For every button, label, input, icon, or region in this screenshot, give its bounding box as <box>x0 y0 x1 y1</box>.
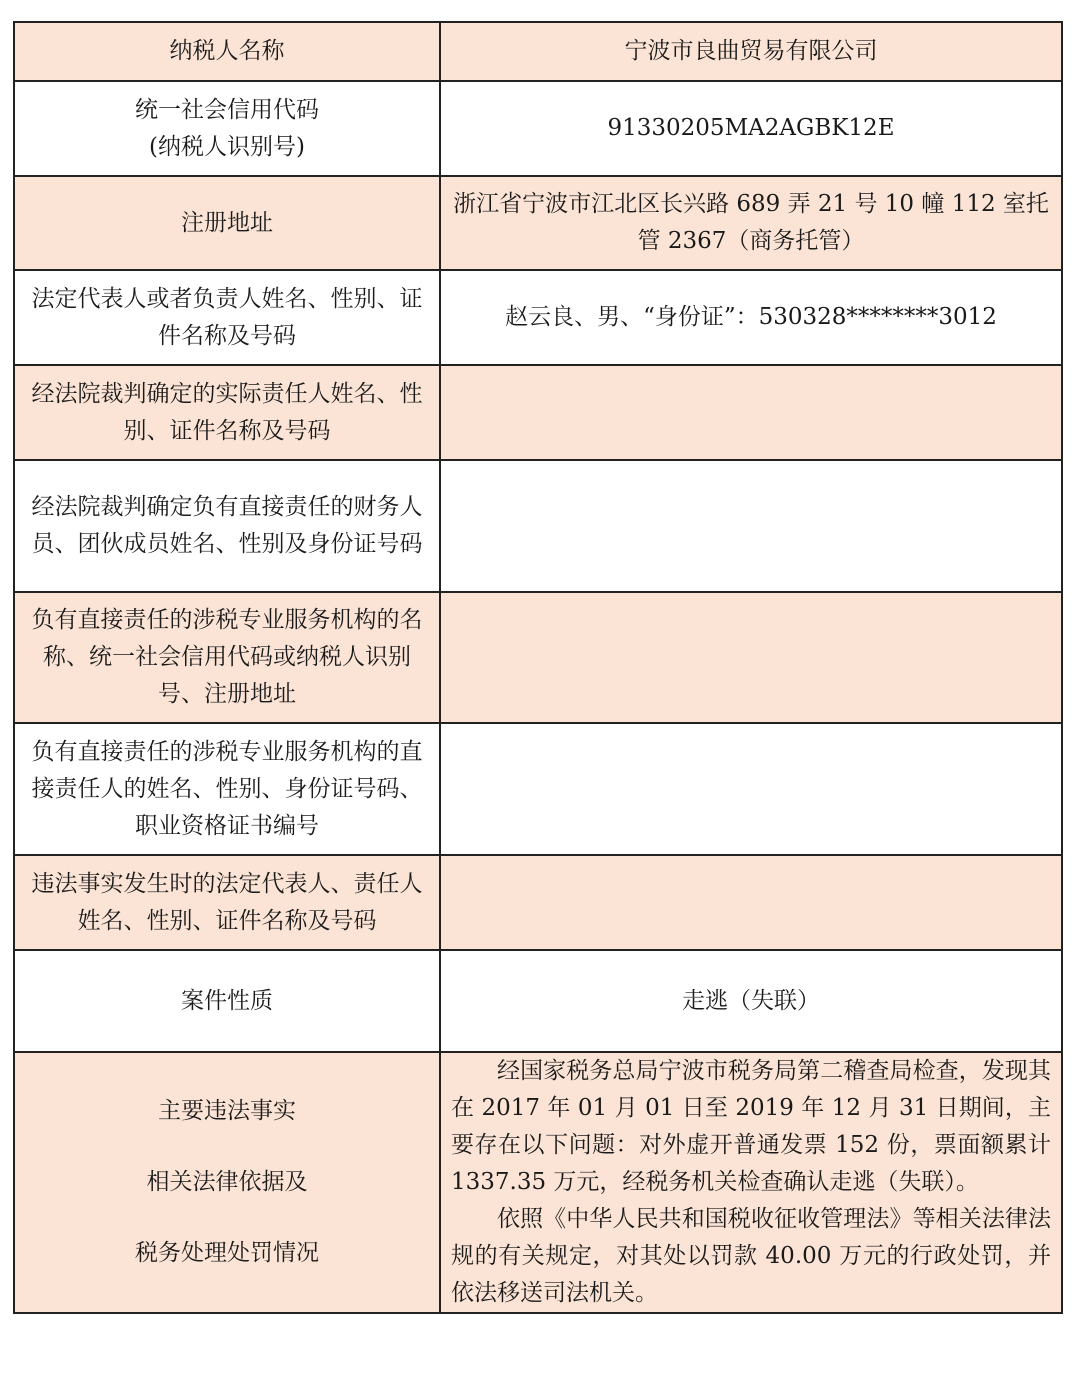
value-actual-responsible-person <box>440 365 1062 460</box>
label-spacer <box>25 1130 429 1164</box>
violation-facts-paragraph: 经国家税务总局宁波市税务局第二稽查局检查，发现其在 2017 年 01 月 01 日至 2019 年 12 月 31 日期间，主要存在以下问题：对外虚开普通发票 152 份，票面额累计 1337.35 万元，经税务机关检查确认走逃（失联）。 <box>451 1058 1051 1195</box>
row-tax-agency-person <box>14 723 1062 855</box>
label-finance-personnel: 经法院裁判确定负有直接责任的财务人员、团伙成员姓名、性别及身份证号码 <box>14 460 440 592</box>
value-tax-agency <box>440 592 1062 723</box>
label-case-nature: 案件性质 <box>14 950 440 1052</box>
row-case-nature <box>14 950 1062 1052</box>
value-tax-agency-person <box>440 723 1062 855</box>
label-credit-code-line2: (纳税人识别号) <box>149 133 305 160</box>
row-registered-address <box>14 176 1062 270</box>
label-spacer <box>25 1201 429 1235</box>
label-violation-time-representative: 违法事实发生时的法定代表人、责任人姓名、性别、证件名称及号码 <box>14 855 440 950</box>
value-case-nature: 走逃（失联） <box>440 950 1062 1052</box>
value-legal-representative: 赵云良、男、“身份证”：530328********3012 <box>440 270 1062 365</box>
label-actual-responsible-person: 经法院裁判确定的实际责任人姓名、性别、证件名称及号码 <box>14 365 440 460</box>
value-violation-time-representative <box>440 855 1062 950</box>
row-finance-personnel <box>14 460 1062 592</box>
label-credit-code-line1: 统一社会信用代码 <box>135 96 319 123</box>
value-registered-address: 浙江省宁波市江北区长兴路 689 弄 21 号 10 幢 112 室托管 2367（商务托管） <box>440 176 1062 270</box>
label-tax-agency: 负有直接责任的涉税专业服务机构的名称、统一社会信用代码或纳税人识别号、注册地址 <box>14 592 440 723</box>
label-violation-facts-line3: 税务处理处罚情况 <box>135 1240 319 1266</box>
value-taxpayer-name: 宁波市良曲贸易有限公司 <box>440 22 1062 81</box>
label-registered-address: 注册地址 <box>14 176 440 270</box>
label-violation-facts-line1: 主要违法事实 <box>158 1098 296 1124</box>
row-taxpayer-name <box>14 22 1062 81</box>
label-violation-facts <box>14 1052 440 1313</box>
label-tax-agency-person: 负有直接责任的涉税专业服务机构的直接责任人的姓名、性别、身份证号码、职业资格证书编号 <box>14 723 440 855</box>
row-tax-agency <box>14 592 1062 723</box>
tax-info-table <box>13 21 1063 1314</box>
row-actual-responsible-person <box>14 365 1062 460</box>
row-violation-time-representative <box>14 855 1062 950</box>
label-taxpayer-name: 纳税人名称 <box>14 22 440 81</box>
row-credit-code <box>14 81 1062 176</box>
label-violation-facts-line2: 相关法律依据及 <box>146 1169 308 1195</box>
value-finance-personnel <box>440 460 1062 592</box>
label-credit-code <box>14 81 440 176</box>
value-violation-facts <box>440 1052 1062 1313</box>
value-credit-code: 91330205MA2AGBK12E <box>440 81 1062 176</box>
label-legal-representative: 法定代表人或者负责人姓名、性别、证件名称及号码 <box>14 270 440 365</box>
row-legal-representative <box>14 270 1062 365</box>
row-violation-facts <box>14 1052 1062 1313</box>
penalty-paragraph: 依照《中华人民共和国税收征收管理法》等相关法律法规的有关规定，对其处以罚款 40.00 万元的行政处罚，并依法移送司法机关。 <box>451 1206 1051 1306</box>
